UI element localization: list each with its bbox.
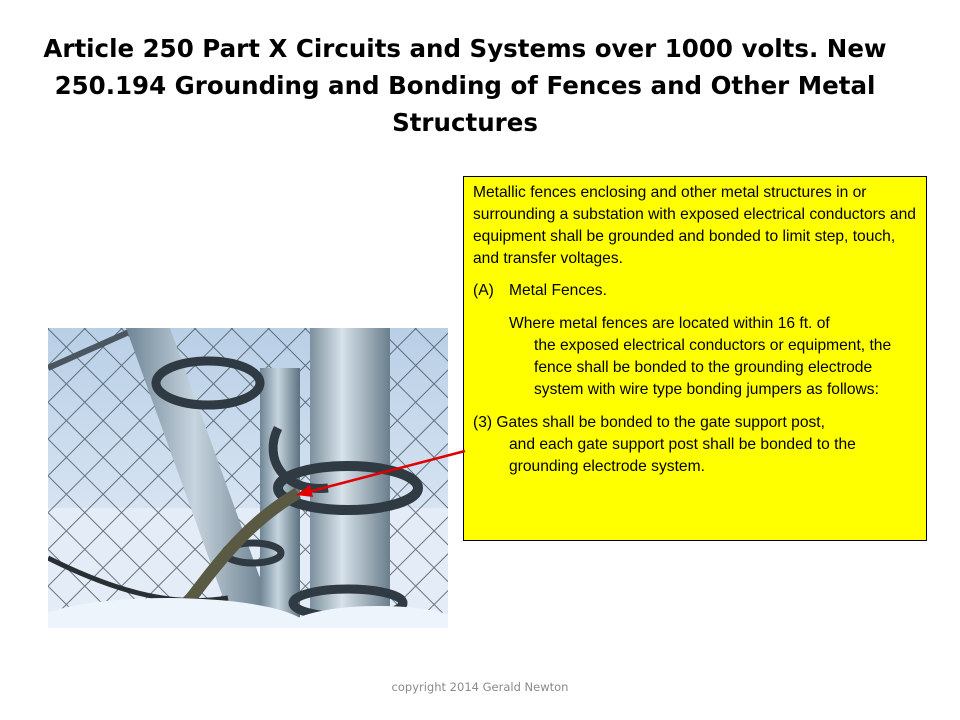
note-intro: Metallic fences enclosing and other metal structures in or surrounding a substation with exposed electrical conductors and equipment shall be grounded and bonded to limit step, touch, and transfer voltages. <box>473 184 916 267</box>
copyright-footer: copyright 2014 Gerald Newton <box>391 680 569 694</box>
code-excerpt-box <box>463 176 927 541</box>
note-item-3-continuation: and each gate support post shall be bonded to the grounding electrode system. <box>509 436 856 475</box>
note-section-a-number: (A) <box>473 282 494 299</box>
title-line-2: 250.194 Grounding and Bonding of Fences and Other Metal <box>54 71 876 100</box>
note-section-a-body-first-line: Where metal fences are located within 16 ft. of <box>509 315 830 332</box>
note-item-3 <box>473 412 918 478</box>
title-line-3: Structures <box>392 108 538 137</box>
title-line-1: Article 250 Part X Circuits and Systems over 1000 volts. New <box>43 34 887 63</box>
note-section-a-body <box>473 313 918 401</box>
note-section-a-title: Metal Fences. <box>509 282 607 299</box>
fence-gate-photo <box>48 328 448 628</box>
fence-gate-illustration <box>48 328 448 628</box>
note-section-a-body-continuation: the exposed electrical conductors or equipment, the fence shall be bonded to the grounding electrode system with wire type bonding jumpers as follows: <box>534 337 892 398</box>
note-item-3-first-line: (3) Gates shall be bonded to the gate support post, <box>473 414 825 431</box>
note-section-a-heading <box>473 280 918 302</box>
slide-title <box>40 30 890 141</box>
